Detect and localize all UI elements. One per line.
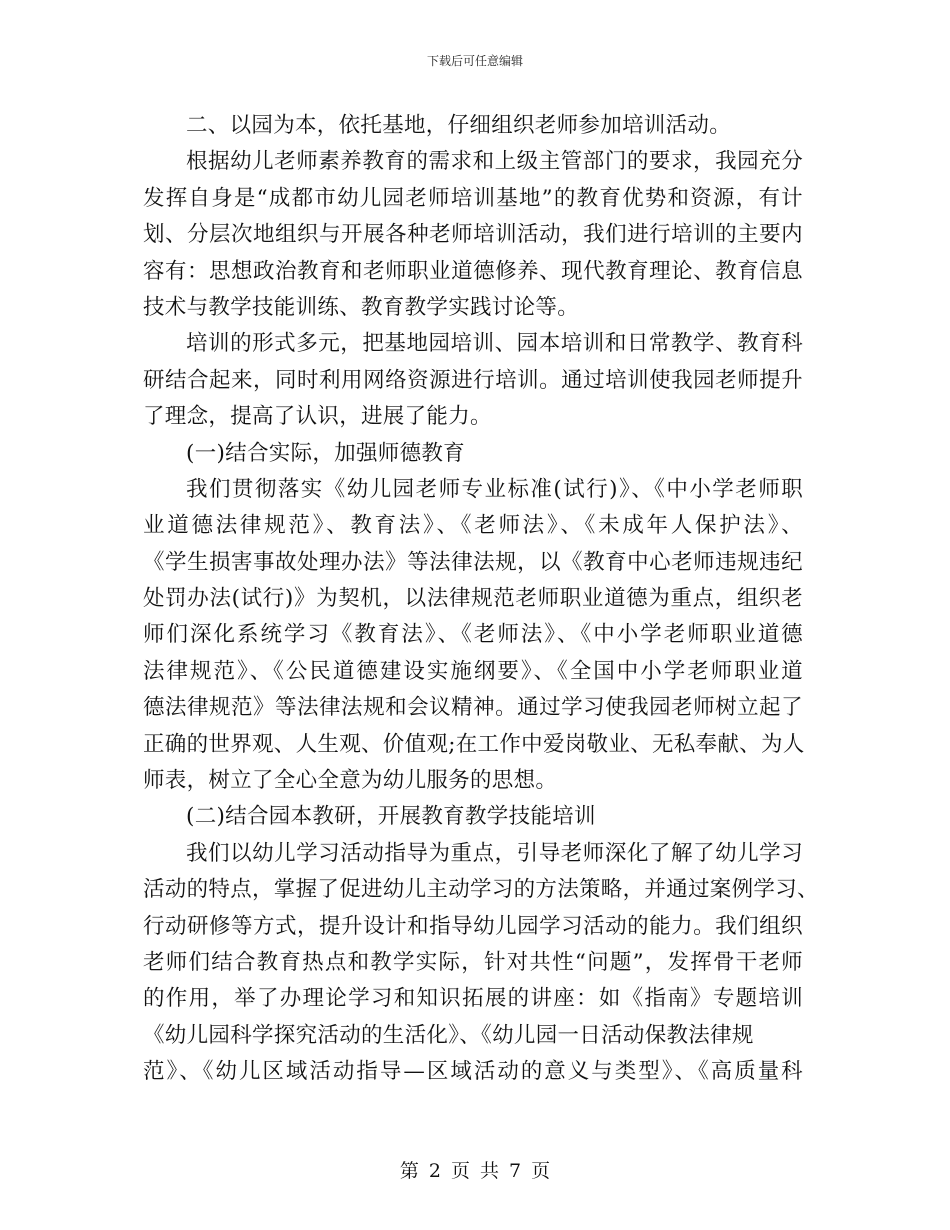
text-line: 活动的特点，掌握了促进幼儿主动学习的方法策略，并通过案例学习、 xyxy=(143,877,819,903)
text-line: 《幼儿园科学探究活动的生活化》、《幼儿园一日活动保教法律规 xyxy=(143,1022,754,1048)
text-line: 《学生损害事故处理办法》等法律法规，以《教育中心老师违规违纪 xyxy=(143,549,803,575)
text-line: 培训的形式多元，把基地园培训、园本培训和日常教学、教育科 xyxy=(186,331,803,357)
text-line: 师表，树立了全心全意为幼儿服务的思想。 xyxy=(143,768,558,794)
text-line: (二)结合园本教研，开展教育教学技能培训 xyxy=(186,804,596,830)
text-line: 法律规范》、《公民道德建设实施纲要》、《全国中小学老师职业道 xyxy=(143,658,803,684)
text-line: 我们贯彻落实《幼儿园老师专业标准(试行)》、《中小学老师职 xyxy=(186,476,803,502)
page-footer: 第 2 页 共 7 页 xyxy=(399,1160,551,1182)
text-line: 老师们结合教育热点和教学实际，针对共性“问题”，发挥骨干老师 xyxy=(143,949,803,975)
text-line: 师们深化系统学习《教育法》、《老师法》、《中小学老师职业道德 xyxy=(143,622,803,648)
document-body xyxy=(143,108,819,1091)
text-line: 业道德法律规范》、教育法》、《老师法》、《未成年人保护法》、 xyxy=(143,513,803,539)
text-line: (一)结合实际，加强师德教育 xyxy=(186,440,465,466)
text-line: 技术与教学技能训练、教育教学实践讨论等。 xyxy=(143,294,580,320)
text-line: 根据幼儿老师素养教育的需求和上级主管部门的要求，我园充分 xyxy=(186,149,803,175)
text-line: 我们以幼儿学习活动指导为重点，引导老师深化了解了幼儿学习 xyxy=(186,840,803,866)
text-line: 正确的世界观、人生观、价值观;在工作中爱岗敬业、无私奉献、为人 xyxy=(143,731,805,757)
text-line: 范》、《幼儿区域活动指导—区域活动的意义与类型》、《高质量科 xyxy=(143,1059,803,1085)
text-line: 二、以园为本，依托基地，仔细组织老师参加培训活动。 xyxy=(186,113,732,138)
text-line: 的作用，举了办理论学习和知识拓展的讲座：如《指南》专题培训 xyxy=(143,986,803,1012)
text-line: 划、分层次地组织与开展各种老师培训活动，我们进行培训的主要内 xyxy=(143,222,803,248)
text-line: 研结合起来，同时利用网络资源进行培训。通过培训使我园老师提升 xyxy=(143,367,803,393)
text-line: 行动研修等方式，提升设计和指导幼儿园学习活动的能力。我们组织 xyxy=(143,913,803,939)
text-line: 了理念，提高了认识，进展了能力。 xyxy=(143,404,492,430)
page-header: 下载后可任意编辑 xyxy=(426,54,523,68)
text-line: 处罚办法(试行)》为契机，以法律规范老师职业道德为重点，组织老 xyxy=(143,586,803,612)
text-line: 德法律规范》等法律法规和会议精神。通过学习使我园老师树立起了 xyxy=(143,695,803,721)
text-line: 发挥自身是“成都市幼儿园老师培训基地”的教育优势和资源，有计 xyxy=(143,185,803,211)
text-line: 容有：思想政治教育和老师职业道德修养、现代教育理论、教育信息 xyxy=(143,258,803,284)
